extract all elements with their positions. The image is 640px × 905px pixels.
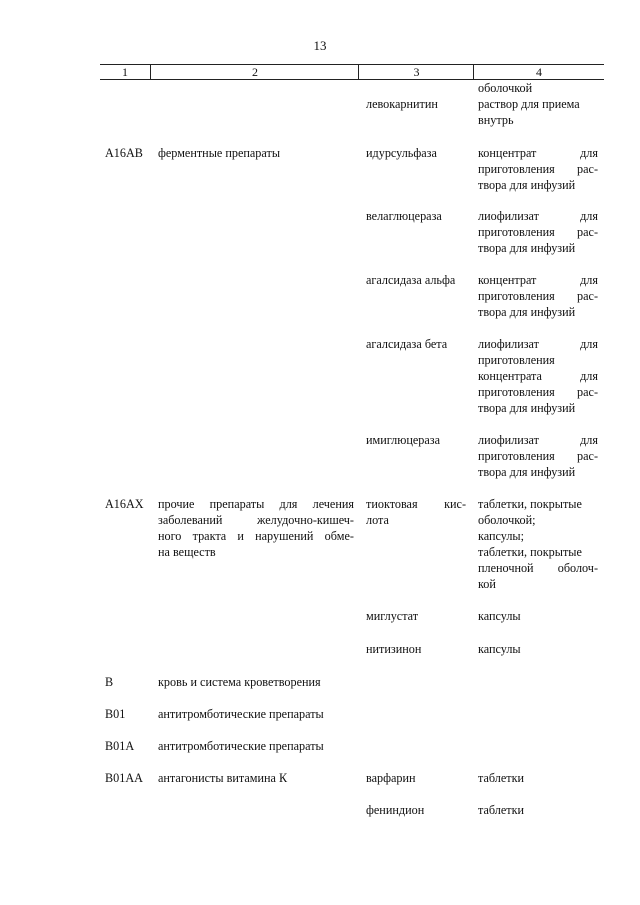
substance: фениндион — [366, 803, 425, 817]
group-name: прочие препараты для лечения заболеваний желудочно-кишеч- ного тракта и нарушений обме- на веществ — [158, 497, 354, 559]
dosage-form: концентрат для приготовления рас- твора для инфузий — [478, 273, 598, 319]
dosage-form: капсулы — [478, 609, 521, 623]
group-name: антагонисты витамина К — [158, 771, 288, 785]
atc-code: B01A — [105, 739, 135, 753]
dosage-form: концентрат для приготовления рас- твора для инфузий — [478, 146, 598, 192]
atc-code: B — [105, 675, 114, 689]
group-name: антитромботические препараты — [158, 707, 324, 721]
substance: велаглюцераза — [366, 209, 442, 223]
substance: агалсидаза бета — [366, 337, 448, 351]
group-name: антитромботические препараты — [158, 739, 324, 753]
page-number: 13 — [313, 38, 327, 53]
table-header — [100, 64, 604, 80]
atc-code: B01 — [105, 707, 126, 721]
substance: левокарнитин — [366, 97, 438, 111]
substance: тиоктовая кис- лота — [366, 497, 466, 527]
dosage-form: таблетки — [478, 771, 525, 785]
atc-code: B01AA — [105, 771, 143, 785]
dosage-form: таблетки — [478, 803, 525, 817]
substance: варфарин — [366, 771, 416, 785]
substance: идурсульфаза — [366, 146, 437, 160]
header-col-3: 3 — [358, 65, 474, 79]
group-name: ферментные препараты — [158, 146, 281, 160]
header-col-1: 1 — [122, 65, 128, 79]
header-col-2: 2 — [150, 65, 359, 79]
substance: нитизинон — [366, 642, 422, 656]
atc-code: A16AB — [105, 146, 143, 160]
dosage-form: капсулы — [478, 642, 521, 656]
atc-code: A16AX — [105, 497, 144, 511]
dosage-form: лиофилизат для приготовления рас- твора для инфузий — [478, 433, 598, 479]
dosage-form: лиофилизат для приготовления рас- твора для инфузий — [478, 209, 598, 255]
dosage-form: оболочкой раствор для приема внутрь — [478, 81, 580, 127]
header-col-4: 4 — [473, 65, 604, 79]
substance: агалсидаза альфа — [366, 273, 456, 287]
group-name: кровь и система кроветворения — [158, 675, 321, 689]
dosage-form: лиофилизат для приготовления концентрата для приготовления рас- твора для инфузий — [478, 337, 598, 415]
dosage-form: таблетки, покрытые оболочкой; капсулы; таблетки, покрытые пленочной оболоч- кой — [478, 497, 598, 591]
substance: миглустат — [366, 609, 419, 623]
substance: имиглюцераза — [366, 433, 440, 447]
